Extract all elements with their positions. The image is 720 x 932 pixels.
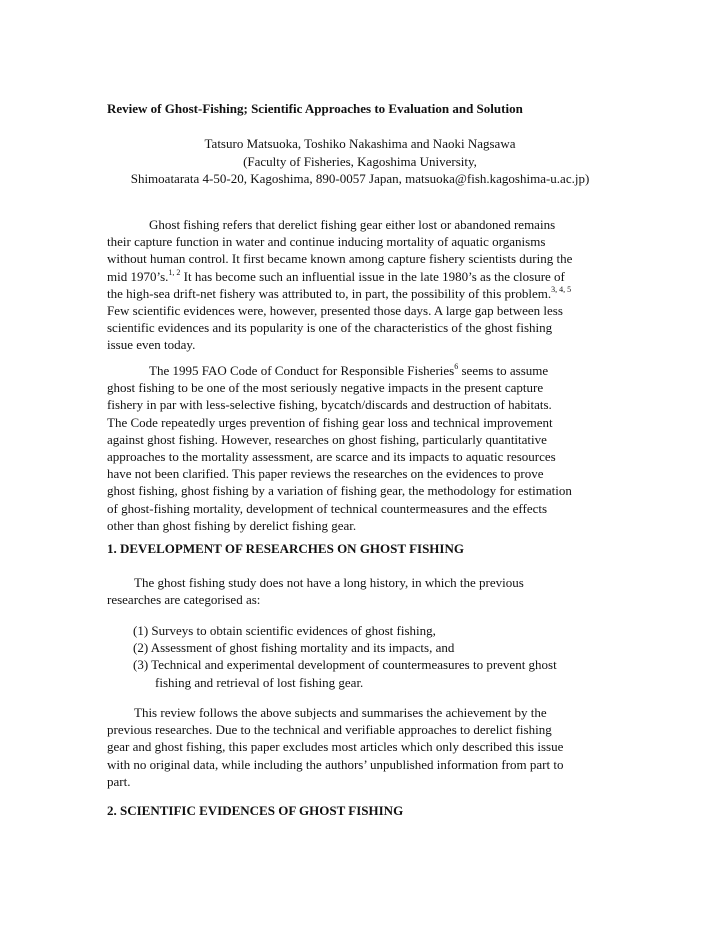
list-item: (2) Assessment of ghost fishing mortality and its impacts, and [133,640,455,656]
paragraph-line: The ghost fishing study does not have a long history, in which the previous [134,575,524,590]
text-run: The 1995 FAO Code of Conduct for Responsible Fisheries [149,363,455,378]
paragraph-line: This review follows the above subjects and summarises the achievement by the [134,705,547,720]
author-affiliation: (Faculty of Fisheries, Kagoshima University, [243,153,477,169]
paragraph-line: other than ghost fishing by derelict fishing gear. [107,517,357,533]
author-block [0,135,720,188]
author-names: Tatsuro Matsuoka, Toshiko Nakashima and Naoki Nagsawa [204,136,516,151]
paragraph-line: part. [107,773,131,789]
author-address: Shimoatarata 4-50-20, Kagoshima, 890-0057 Japan, matsuoka@fish.kagoshima-u.ac.jp) [130,171,590,187]
paragraph-fao-code [107,362,617,534]
list-item: (1) Surveys to obtain scientific evidences of ghost fishing, [133,623,436,638]
paragraph-intro [107,216,617,354]
paragraph-line: approaches to the mortality assessment, are scarce and its impacts to aquatic resources [107,448,556,464]
paragraph-line [107,362,617,379]
citation-superscript: 6 [454,362,459,371]
text-run: It has become such an influential issue in the late 1980’s as the closure of [180,268,565,284]
paragraph-line: fishery in par with less-selective fishing, bycatch/discards and destruction of habitats. [107,397,552,413]
citation-superscript: 3, 4, 5 [551,284,572,294]
paragraph-review-scope [107,704,617,790]
category-list [133,622,613,691]
section-heading: 1. DEVELOPMENT OF RESEARCHES ON GHOST FISHING [107,541,464,556]
paragraph-line: Few scientific evidences were, however, presented those days. A large gap between less [107,302,563,318]
section-heading: 2. SCIENTIFIC EVIDENCES OF GHOST FISHING [107,803,404,818]
citation-superscript: 1, 2 [168,267,181,277]
paragraph-line: researches are categorised as: [107,592,261,608]
paragraph-line [107,268,617,285]
paragraph-line: Ghost fishing refers that derelict fishing gear either lost or abandoned remains [149,217,556,232]
paragraph-line [107,285,617,302]
paragraph-line: The Code repeatedly urges prevention of fishing gear loss and technical improvement [107,414,553,430]
list-item-continuation: fishing and retrieval of lost fishing gear. [155,674,364,690]
paragraph-line: of ghost-fishing mortality, development of technical countermeasures and the effects [107,500,548,516]
paragraph-line: with no original data, while including the authors’ unpublished information from part to [107,756,564,772]
paragraph-line: without human control. It first became known among capture fishery scientists during the [107,251,573,267]
paragraph-line: issue even today. [107,337,196,353]
paragraph-section1-intro [107,574,617,608]
paragraph-line: gear and ghost fishing, this paper excludes most articles which only described this issue [107,739,564,755]
paragraph-line: have not been clarified. This paper reviews the researches on the evidences to prove [107,466,544,482]
paragraph-line: against ghost fishing. However, researches on ghost fishing, particularly quantitative [107,431,547,447]
text-run: the high-sea drift-net fishery was attributed to, in part, the possibility of this problem. [107,285,552,301]
paragraph-line: ghost fishing, ghost fishing by a variation of fishing gear, the methodology for estimation [107,483,572,499]
paragraph-line: scientific evidences and its popularity is one of the characteristics of the ghost fishing [107,320,553,336]
paragraph-line: ghost fishing to be one of the most seriously negative impacts in the present capture [107,380,544,396]
paragraph-line: previous researches. Due to the technical and verifiable approaches to derelict fishing [107,722,552,738]
text-run: seems to assume [458,363,549,378]
text-run: mid 1970’s. [107,268,169,284]
paragraph-line: their capture function in water and continue inducing mortality of aquatic organisms [107,234,546,250]
paper-title: Review of Ghost-Fishing; Scientific Approaches to Evaluation and Solution [107,101,523,116]
list-item: (3) Technical and experimental development of countermeasures to prevent ghost [133,657,557,673]
